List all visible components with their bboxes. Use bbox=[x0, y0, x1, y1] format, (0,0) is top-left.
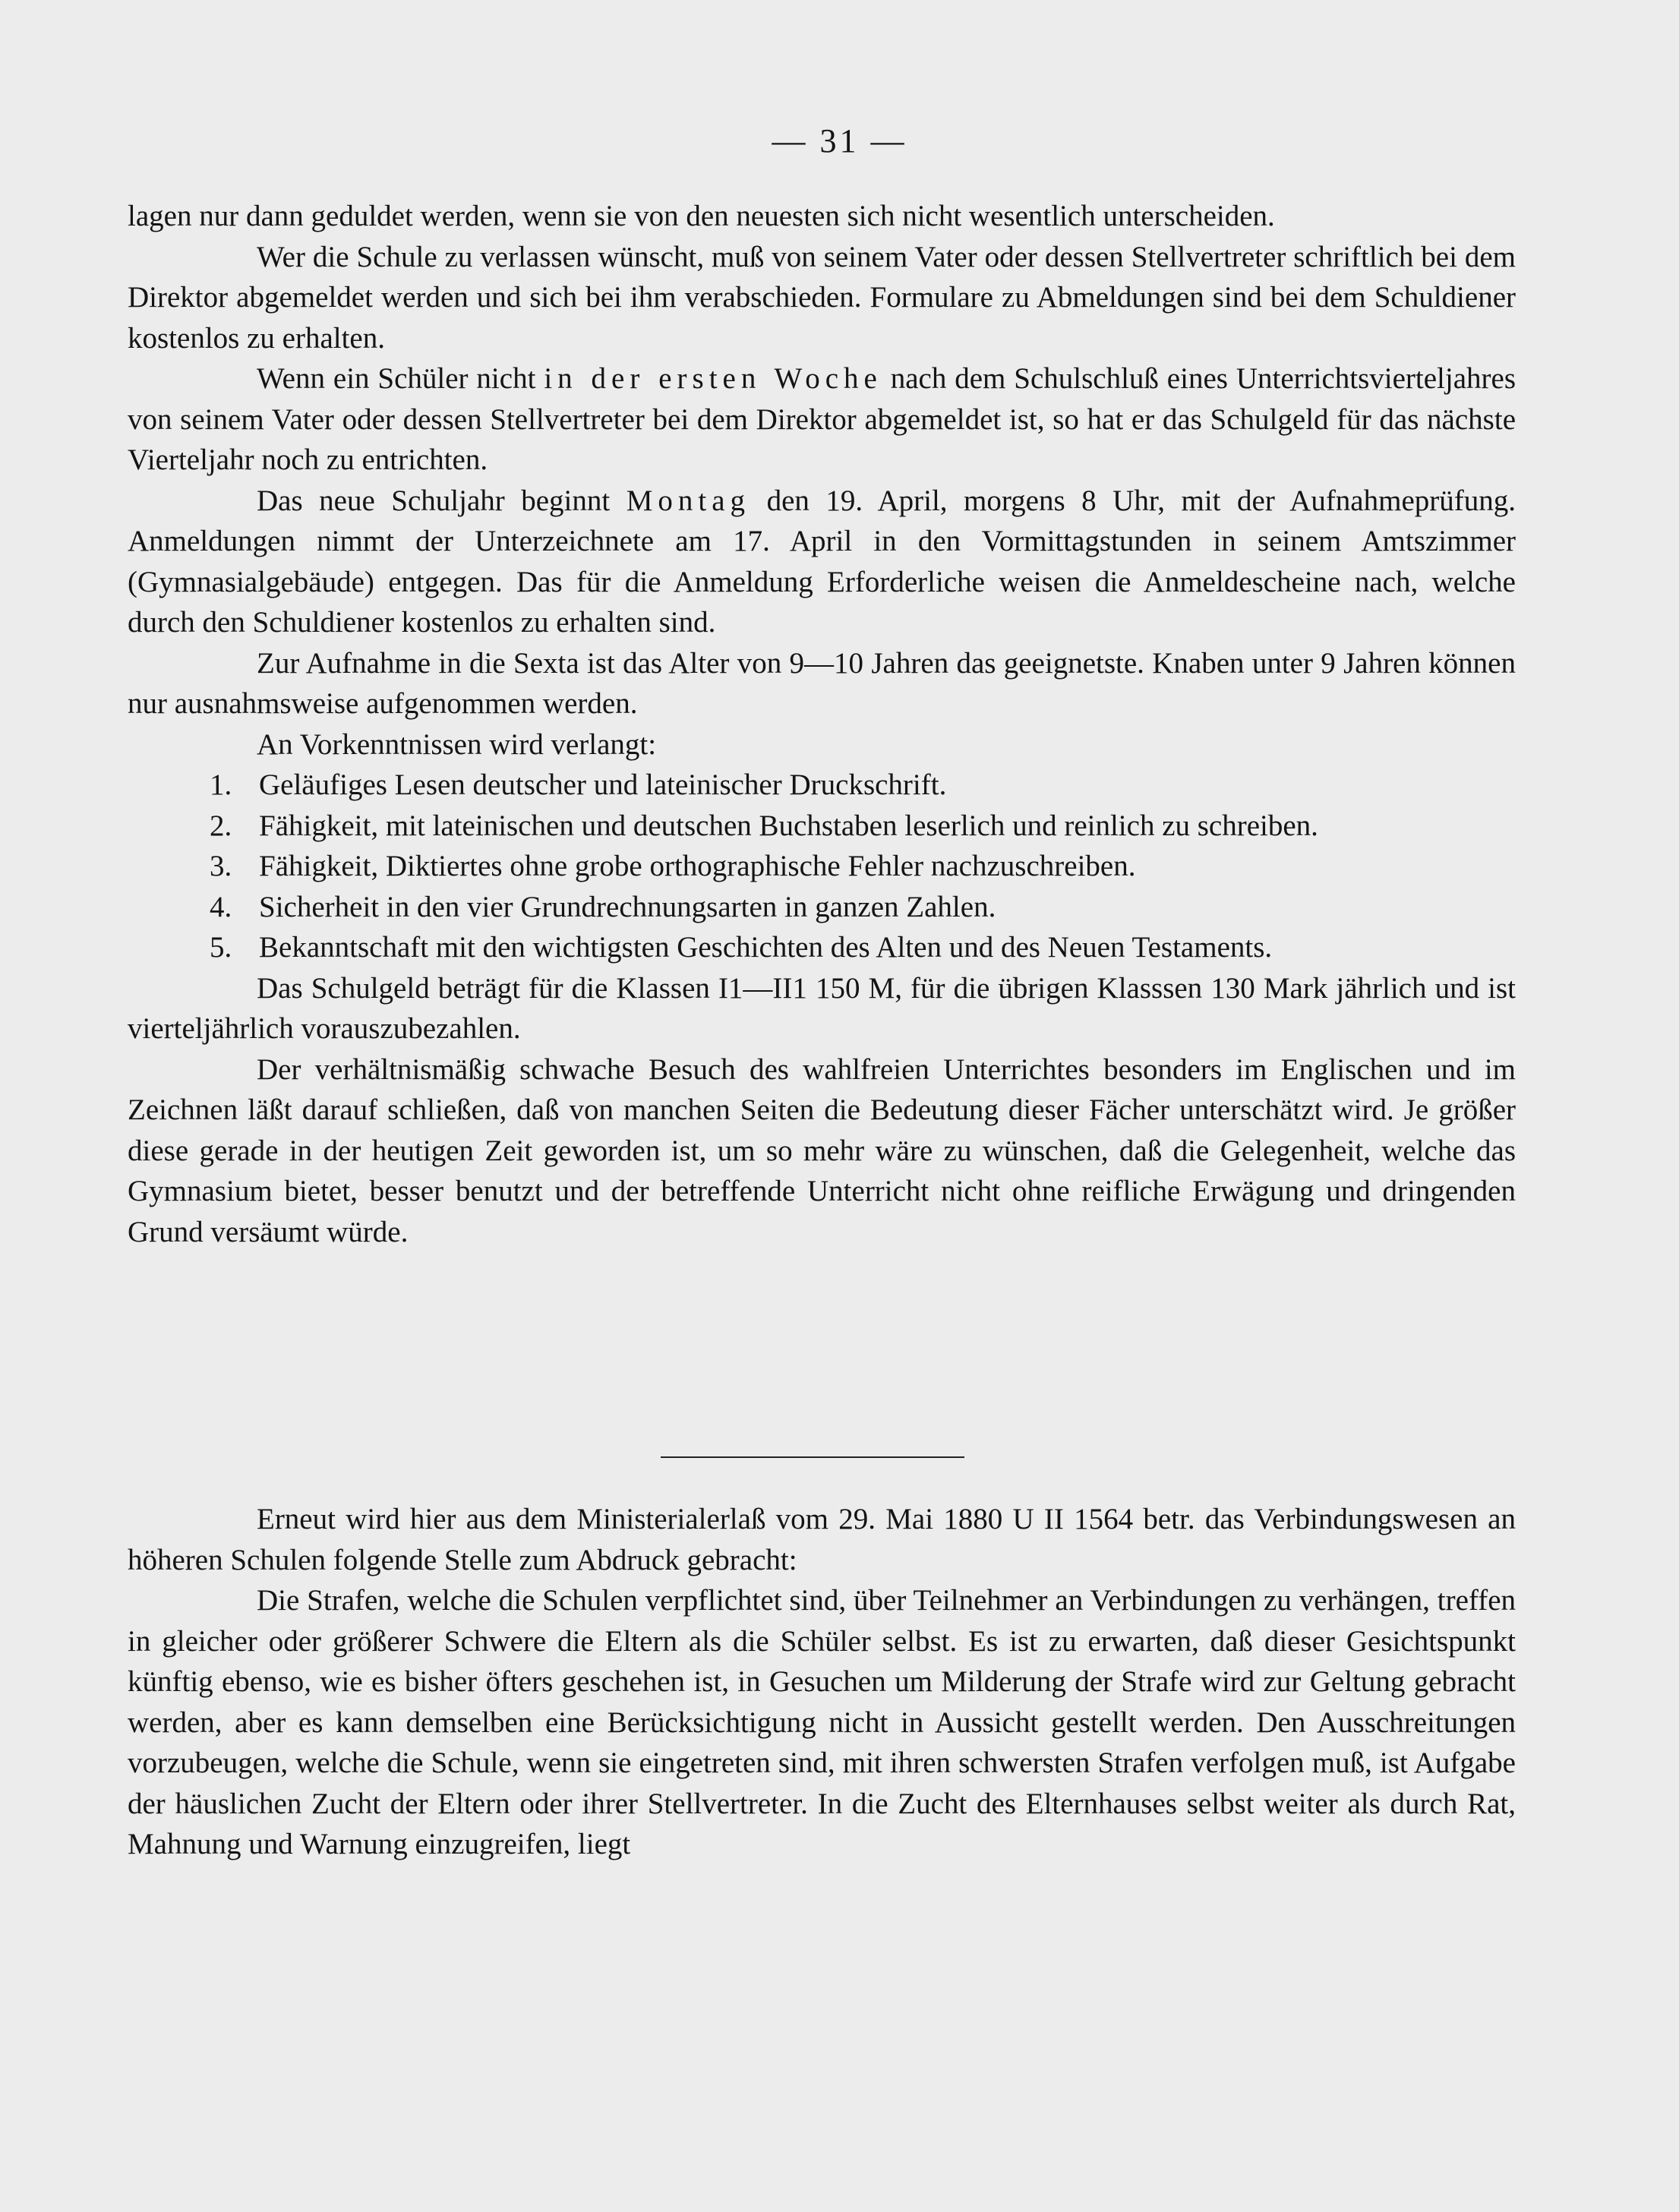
text-run: nach dem Schulschluß eines Unterrichtsvierteljahres von seinem Vater oder dessen Stellvertreter bei dem Direktor abgemeldet ist, so hat er das Schulgeld für das nächste Vierteljahr noch zu entrichten. bbox=[128, 362, 1516, 476]
text-run: Das neue Schuljahr beginnt bbox=[257, 484, 626, 517]
list-item-number: 5. bbox=[210, 931, 232, 964]
list-item bbox=[128, 806, 1516, 847]
paragraph-school-fees: Das Schulgeld beträgt für die Klassen I1—II1 150 M, für die übrigen Klasssen 130 Mark jährlich und ist vierteljährlich vorauszubezahlen. bbox=[128, 971, 1516, 1045]
paragraph-withdrawal: Wer die Schule zu verlassen wünscht, muß von seinem Vater oder dessen Stellvertreter schriftlich bei dem Direktor abgemeldet werden und sich bei ihm verabschieden. Formulare zu Abmeldungen sind bei dem Schuldiener kostenlos zu erhalten. bbox=[128, 240, 1516, 355]
list-item-number: 1. bbox=[210, 768, 232, 801]
paragraph-decree-quote: Die Strafen, welche die Schulen verpflichtet sind, über Teilnehmer an Verbindungen zu verhängen, treffen in gleicher oder größerer Schwere die Eltern als die Schüler selbst. Es ist zu erwarten, daß dieser Gesichtspunkt künftig ebenso, wie es bisher öfters geschehen ist, in Gesuchen um Milderung der Strafe wird zur Geltung gebracht werden, aber es kann demselben eine Berücksichtigung nicht in Aussicht gestellt werden. Den Ausschreitungen vorzubeugen, welche die Schule, wenn sie eingetreten sind, mit ihren schwersten Strafen verfolgen muß, ist Aufgabe der häuslichen Zucht der Eltern oder ihrer Stellvertreter. In die Zucht des Elternhauses selbst weiter als durch Rat, Mahnung und Warnung einzugreifen, liegt bbox=[128, 1584, 1516, 1860]
list-item bbox=[128, 846, 1516, 887]
page-number: — 31 — bbox=[772, 122, 907, 159]
paragraph-decree-intro: Erneut wird hier aus dem Ministerialerlaß vom 29. Mai 1880 U II 1564 betr. das Verbindungswesen an höheren Schulen folgende Stelle zum Abdruck gebracht: bbox=[128, 1503, 1516, 1576]
list-item-text: Bekanntschaft mit den wichtigsten Geschichten des Alten und des Neuen Testaments. bbox=[259, 931, 1273, 964]
emphasized-text: Montag bbox=[626, 484, 751, 517]
paragraph-prerequisites-intro: An Vorkenntnissen wird verlangt: bbox=[257, 727, 657, 761]
section-divider bbox=[661, 1456, 964, 1458]
list-item bbox=[128, 927, 1516, 968]
list-item-text: Fähigkeit, mit lateinischen und deutschen Buchstaben leserlich und reinlich zu schreiben. bbox=[259, 809, 1318, 842]
list-item bbox=[128, 887, 1516, 928]
requirements-list bbox=[128, 765, 1516, 968]
list-item-number: 2. bbox=[210, 809, 232, 842]
paragraph-admission-age: Zur Aufnahme in die Sexta ist das Alter von 9—10 Jahren das geeignetste. Knaben unter 9 Jahren können nur ausnahmsweise aufgenommen werden. bbox=[128, 646, 1516, 720]
section-school-regulations bbox=[128, 196, 1516, 1252]
text-run: Wenn ein Schüler nicht bbox=[257, 362, 544, 395]
paragraph-elective-classes: Der verhältnismäßig schwache Besuch des wahlfreien Unterrichtes besonders im Englischen und im Zeichnen läßt darauf schließen, daß von manchen Seiten die Bedeutung dieser Fächer unterschätzt wird. Je größer diese gerade in der heutigen Zeit geworden ist, um so mehr wäre zu wünschen, daß die Gelegenheit, welche das Gymnasium bietet, besser benutzt und der betreffende Unterricht nicht ohne reifliche Erwägung und dringenden Grund versäumt würde. bbox=[128, 1052, 1516, 1248]
paragraph-continuation: lagen nur dann geduldet werden, wenn sie von den neuesten sich nicht wesentlich unterscheiden. bbox=[128, 200, 1275, 232]
emphasized-text: in der ersten Woche bbox=[544, 362, 882, 395]
list-item-text: Sicherheit in den vier Grundrechnungsarten in ganzen Zahlen. bbox=[259, 890, 996, 923]
paragraph-deregistration bbox=[128, 358, 1516, 481]
text-run: den 19. April, morgens 8 Uhr, mit der Aufnahmeprüfung. Anmeldungen nimmt der Unterzeichnete am 17. April in den Vormittagstunden in seinem Amtszimmer (Gymnasialgebäude) entgegen. Das für die Anmeldung Erforderliche weisen die Anmeldescheine nach, welche durch den Schuldiener kostenlos zu erhalten sind. bbox=[128, 484, 1516, 639]
list-item-number: 4. bbox=[210, 890, 232, 923]
list-item-number: 3. bbox=[210, 850, 232, 882]
list-item-text: Fähigkeit, Diktiertes ohne grobe orthographische Fehler nachzuschreiben. bbox=[259, 850, 1136, 882]
list-item bbox=[128, 765, 1516, 806]
list-item-text: Geläufiges Lesen deutscher und lateinischer Druckschrift. bbox=[259, 768, 947, 801]
section-ministerial-decree bbox=[128, 1499, 1516, 1865]
paragraph-school-year bbox=[128, 481, 1516, 643]
